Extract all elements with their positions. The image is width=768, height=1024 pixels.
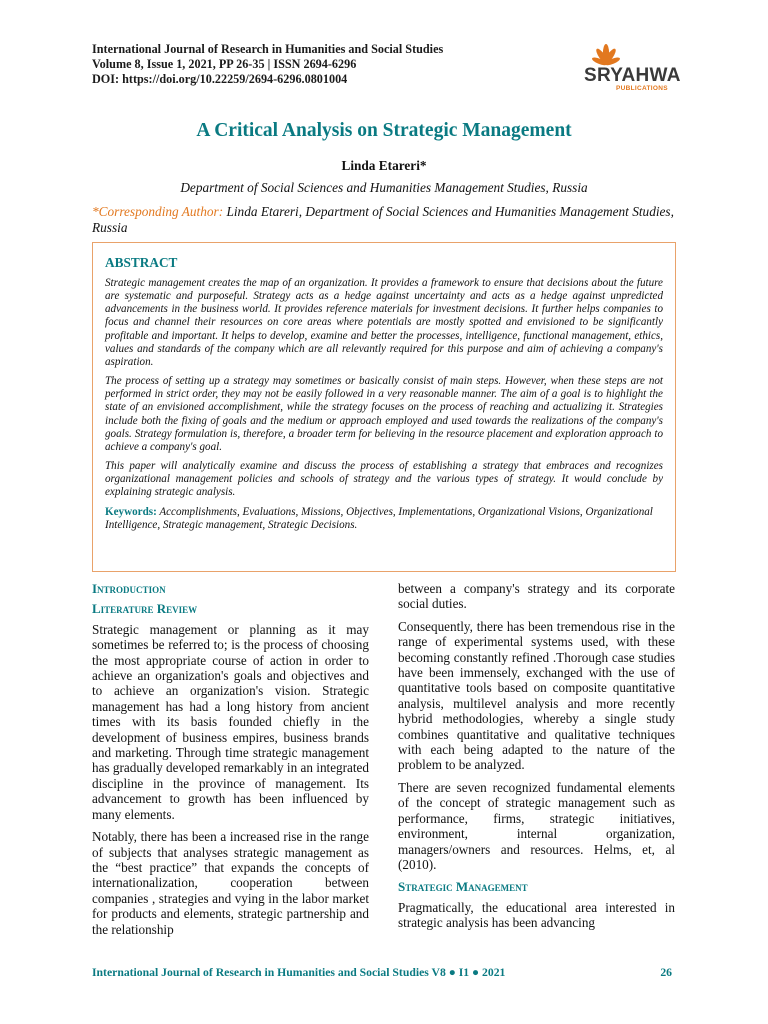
- body-paragraph: Notably, there has been a increased rise in the range of subjects that analyses strategic management as the “best practice” that expands the concepts of internationalization, cooperation between companies , strategies and vying in the labor market for products and elements, strategic partnership and the relationship: [92, 829, 369, 937]
- journal-name: International Journal of Research in Humanities and Social Studies: [92, 42, 444, 56]
- abstract-paragraph: This paper will analytically examine and discuss the process of establishing a strategy that embraces and recognizes organizational management policies and schools of strategy and the various types of strategy. It would conclude by explaining strategic analysis.: [105, 460, 663, 499]
- keywords-label: Keywords:: [105, 505, 157, 518]
- introduction-heading: Introduction: [92, 581, 166, 596]
- body-paragraph: Consequently, there has been tremendous rise in the range of experimental systems used, with these becoming constantly refined .Thorough case studies have been immensely, exchanged with the use of quantitative tools based on composite quantitative analysis, multilevel analysis and more recently hybrid methodologies, whereby a single study combines quantitative and qualitative techniques with each being adapted to the nature of the problem to be analyzed.: [398, 618, 675, 773]
- publisher-logo: [576, 40, 681, 92]
- doi-link[interactable]: DOI: https://doi.org/10.22259/2694-6296.0801004: [92, 72, 348, 86]
- literature-review-heading: Literature Review: [92, 601, 198, 617]
- body-paragraph: Strategic management or planning as it may sometimes be referred to; is the process of choosing the most appropriate course of action in order to achieve an organization's goals and objectives and to achieve an organization's vision. Strategic management has had a long history from ancient times with its basis founded chiefly in the development of business empires, business brands and marketing. Through time strategic management has gradually developed remarkably in an integrated discipline in the province of management. Its advancement to growth has been influenced by many elements.: [92, 621, 369, 822]
- journal-header: [92, 42, 443, 87]
- issue-info: Volume 8, Issue 1, 2021, PP 26-35 | ISSN 2694-6296: [92, 57, 357, 71]
- right-column: [398, 581, 675, 938]
- strategic-management-heading: Strategic Management: [398, 879, 528, 895]
- abstract-box: [92, 242, 676, 572]
- body-paragraph: Pragmatically, the educational area interested in strategic analysis has been advancing: [398, 899, 675, 931]
- keywords-list: Accomplishments, Evaluations, Missions, Objectives, Implementations, Organizational Visions, Organizational Intelligence, Strategic management, Strategic Decisions.: [105, 505, 653, 531]
- corresponding-author: [92, 204, 678, 236]
- logo-wordmark: SRYAHWA: [584, 65, 681, 86]
- left-column: [92, 581, 369, 944]
- abstract-paragraph: The process of setting up a strategy may sometimes or basically consist of main steps. However, when these steps are not performed in strict order, they may not be easily followed in a very reasonable manner. The aim of a goal is to highlight the state of an envisioned accomplishment, while the strategy focuses on the process of reaching and actualizing it. Strategies include both the fixing of goals and the medium or approach employed and used towards the realizations of the company's goals. Strategy formulation is, therefore, a broader term for believing in the resource placement and exploration approach to achieve a company's goal.: [105, 375, 663, 453]
- keywords: [105, 506, 663, 532]
- corresponding-label: *Corresponding Author:: [92, 204, 224, 219]
- author-affiliation: Department of Social Sciences and Humanities Management Studies, Russia: [180, 180, 588, 195]
- article-title: A Critical Analysis on Strategic Management: [196, 120, 572, 141]
- footer-journal: International Journal of Research in Humanities and Social Studies V8 ● I1 ● 2021: [92, 966, 506, 979]
- abstract-paragraph: Strategic management creates the map of an organization. It provides a framework to ensure that decisions about the future are systematic and purposeful. Strategy acts as a hedge against uncertainty and acts as a hedge against unpredicted advancements in the business world. It provides reference materials for investment decisions. It further helps companies to focus and channel their resources on core areas where potentials are mostly spotted and envisioned to be significantly profitable and important. It helps to develop, examine and better the processes, intelligence, functional management, ethics, values and standards of the company which are all relevantly required for this purpose and aim of achieving a company's aspiration.: [105, 277, 663, 368]
- page-footer: [92, 966, 676, 979]
- author-name: Linda Etareri*: [341, 158, 427, 173]
- body-paragraph: between a company's strategy and its corporate social duties.: [398, 581, 675, 612]
- logo-subtitle: PUBLICATIONS: [616, 85, 668, 92]
- page-number: 26: [660, 966, 672, 979]
- corresponding-text: Linda Etareri, Department of Social Sciences and Humanities Management Studies, Russia: [92, 204, 674, 235]
- abstract-heading: ABSTRACT: [105, 255, 178, 270]
- body-paragraph: There are seven recognized fundamental elements of the concept of strategic management such as performance, firms, strategic initiatives, environment, internal organization, managers/owners and resources. Helms, et, al (2010).: [398, 779, 675, 872]
